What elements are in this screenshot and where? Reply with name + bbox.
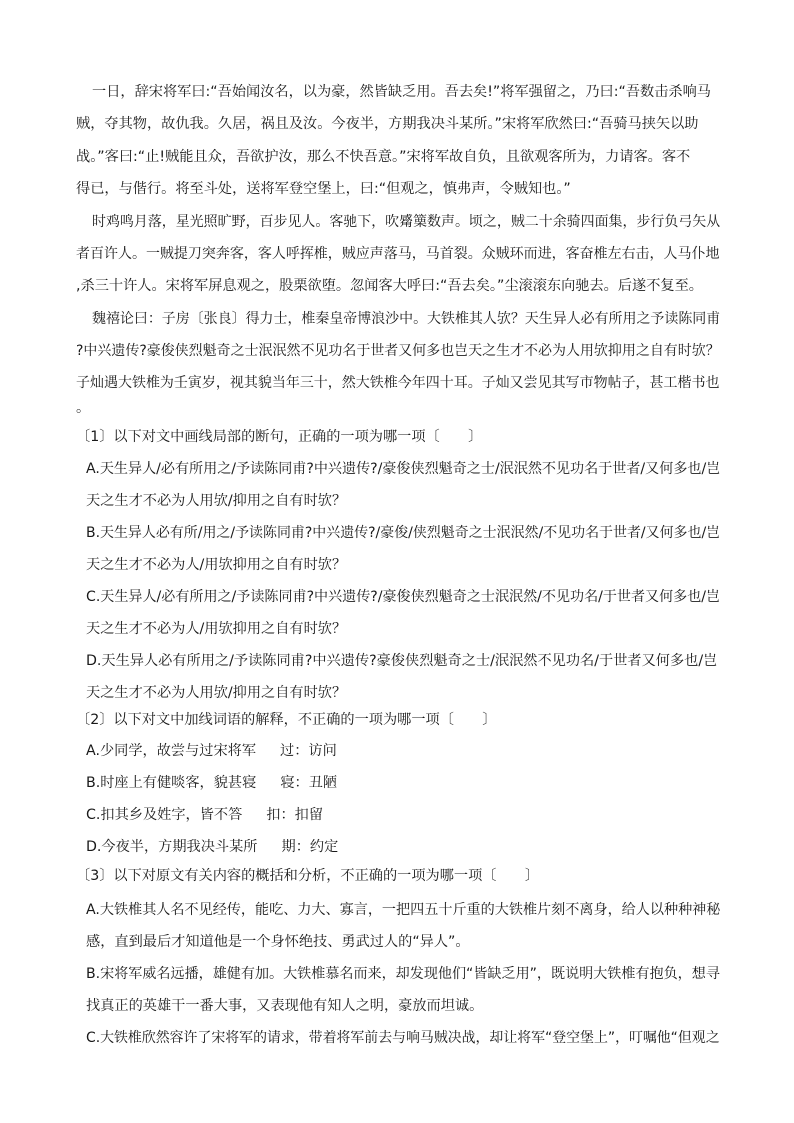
option-d-line-2: 天之生才不必为人用欤/抑用之自有时欤？ [86,685,347,701]
text-line: 一日，辞宋将军曰:“吾始闻汝名，以为豪，然皆缺乏用。吾去矣!”将军强留之，乃曰:“吾数击杀响马 [92,84,711,100]
option-text: A.少同学，故尝与过宋将军 [86,743,257,759]
option-a-line-1: A.天生异人/必有所用之/予读陈同甫?中兴遗传?/豪俊侠烈魁奇之士/泯泯然不见功名于世者/又何多也/岂 [86,461,721,477]
option-text: D.今夜半，方期我决斗某所 [86,839,258,855]
option-gloss: 寝：丑陋 [280,775,338,791]
option-b-line-1: B.天生异人必有所/用之/予读陈同甫?中兴遗传?/豪俊/侠烈魁奇之士泯泯然/不见功名于世者/又何多也/岂 [86,525,721,541]
option-text: C.扣其乡及姓字，皆不答 [86,807,243,823]
option-b-line-1: B.宋将军威名远播，雄健有加。大铁椎慕名而来，却发现他们“皆缺乏用”，既说明大铁椎有抱负，想寻 [86,966,720,982]
option-gloss: 扣：扣留 [266,807,324,823]
option-a-line-2: 天之生才不必为人用欤/抑用之自有时欤？ [86,493,347,509]
text-line: 子灿遇大铁椎为壬寅岁，视其貌当年三十，然大铁椎今年四十耳。子灿又尝见其写市物帖子，甚工楷书也 [76,375,720,391]
option-c-line-1: C.天生异人/必有所用之/予读陈同甫?中兴遗传?/豪俊侠烈魁奇之士泯泯然/不见功名/于世者又何多也/岂 [86,589,721,605]
text-line: 得已，与偕行。将至斗处，送将军登空堡上，曰:“但观之，慎弗声，令贼知也。” [76,181,571,197]
text-line: 魏禧论曰：子房〔张良〕得力士，椎秦皇帝博浪沙中。大铁椎其人欤？天生异人必有所用之予读陈同甫 [92,311,721,327]
question-stem: 〔1〕以下对文中画线局部的断句，正确的一项为哪一项〔 〕 [76,429,483,445]
option-text: B.时座上有健啖客，貌甚寝 [86,775,257,791]
text-line: 战。”客曰:“止!贼能且众，吾欲护汝，那么不快吾意。”宋将军故自负，且欲观客所为，力请客。客不 [76,149,691,165]
option-c-line-1: C.大铁椎欣然容许了宋将军的请求，带着将军前去与响马贼决战，却让将军“登空堡上”，叮嘱他“但观之 [86,1030,720,1046]
option-b-line-2: 找真正的英雄干一番大事，又表现他有知人之明，豪放而坦诚。 [86,998,484,1014]
option-d-line-1: D.天生异人必有所用之/予读陈同甫?中兴遗传?豪俊侠烈魁奇之士/泯泯然不见功名/于世者又何多也/岂 [86,653,718,669]
text-line: 者百许人。一贼提刀突奔客，客人呼挥椎，贼应声落马，马首裂。众贼环而进，客奋椎左右击，人马仆地 [76,246,720,262]
option-c [86,805,323,825]
text-line: 。 [76,400,91,416]
option-a-line-2: 感，直到最后才知道他是一个身怀绝技、勇武过人的“异人”。 [86,934,470,950]
text-line: 贼，夺其物，故仇我。久居，祸且及汝。今夜半，方期我决斗某所。”宋将军欣然曰:“吾骑马挟矢以助 [76,116,699,132]
option-a-line-1: A.大铁椎其人名不见经传，能吃、力大、寡言，一把四五十斤重的大铁椎片刻不离身，给人以种种神秘 [86,902,721,918]
option-b [86,773,337,793]
option-b-line-2: 天之生才不必为人/用欤抑用之自有时欤？ [86,557,347,573]
text-line: ,杀三十许人。宋将军屏息观之，股栗欲堕。忽闻客大呼曰:“吾去矣。”尘滚滚东向驰去。后遂不复至。 [76,278,703,294]
text-line: ?中兴遗传?豪俊侠烈魁奇之士泯泯然不见功名于世者又何多也岂天之生才不必为人用欤抑用之自有时欤？ [76,343,720,359]
text-line: 时鸡鸣月落，星光照旷野，百步见人。客驰下，吹觱篥数声。顷之，贼二十余骑四面集，步行负弓矢从 [92,214,721,230]
option-gloss: 期：约定 [281,839,339,855]
question-stem: 〔3〕以下对原文有关内容的概括和分析，不正确的一项为哪一项〔 〕 [76,868,540,884]
question-stem: 〔2〕以下对文中加线词语的解释，不正确的一项为哪一项〔 〕 [76,712,497,728]
option-d [86,837,338,857]
option-a [86,741,337,761]
option-c-line-2: 天之生才不必为人/用欤抑用之自有时欤？ [86,621,347,637]
option-gloss: 过：访问 [280,743,337,759]
